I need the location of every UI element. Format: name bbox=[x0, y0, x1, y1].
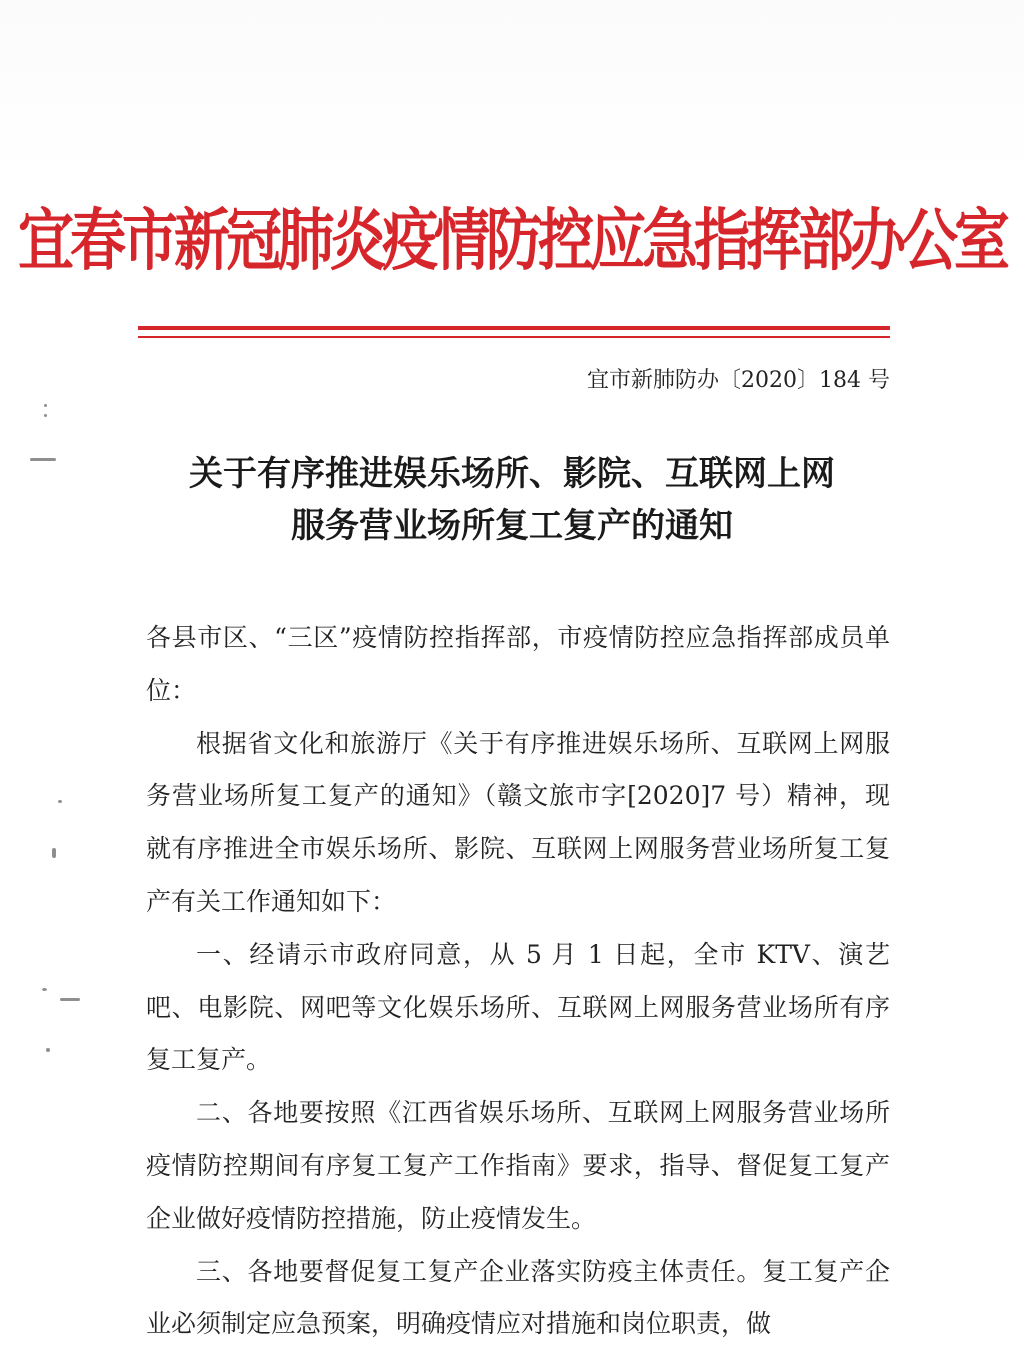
paragraph-item-3: 三、各地要督促复工复产企业落实防疫主体责任。复工复产企业必须制定应急预案，明确疫情应对措施和岗位职责，做 bbox=[146, 1256, 890, 1339]
header-rule-thin bbox=[138, 336, 890, 338]
scan-speck bbox=[46, 1048, 50, 1052]
scan-speck bbox=[58, 800, 62, 803]
paragraph-item-1: 一、经请示市政府同意，从 5 月 1 日起，全市 KTV、演艺吧、电影院、网吧等文化娱乐场所、互联网上网服务营业场所有序复工复产。 bbox=[146, 939, 890, 1075]
document-number: 宜市新肺防办〔2020〕184 号 bbox=[587, 368, 890, 393]
notice-body bbox=[146, 612, 890, 1351]
scan-speck bbox=[60, 998, 80, 1001]
scan-speck bbox=[52, 848, 56, 858]
notice-title-line-1: 关于有序推进娱乐场所、影院、互联网上网 bbox=[189, 454, 835, 494]
paragraph-item-2: 二、各地要按照《江西省娱乐场所、互联网上网服务营业场所疫情防控期间有序复工复产工作指南》要求，指导、督促复工复产企业做好疫情防控措施，防止疫情发生。 bbox=[146, 1098, 890, 1233]
paragraph-basis: 根据省文化和旅游厅《关于有序推进娱乐场所、互联网上网服务营业场所复工复产的通知》（赣文旅市字[2020]7 号）精神，现就有序推进全市娱乐场所、影院、互联网上网服务营业场所复工复产有关工作通知如下： bbox=[146, 728, 890, 916]
notice-title bbox=[0, 448, 1024, 552]
addressee: 各县市区、“三区”疫情防控指挥部，市疫情防控应急指挥部成员单位： bbox=[146, 623, 890, 705]
scan-speck bbox=[30, 458, 56, 461]
notice-title-line-2: 服务营业场所复工复产的通知 bbox=[291, 506, 733, 546]
scan-speck bbox=[44, 414, 47, 417]
scan-speck bbox=[42, 988, 47, 991]
issuer-header: 宜春市新冠肺炎疫情防控应急指挥部办公室 bbox=[18, 202, 1006, 281]
scan-speck bbox=[44, 404, 47, 407]
header-rule-thick bbox=[138, 326, 890, 330]
page-top-shade bbox=[0, 0, 1024, 180]
